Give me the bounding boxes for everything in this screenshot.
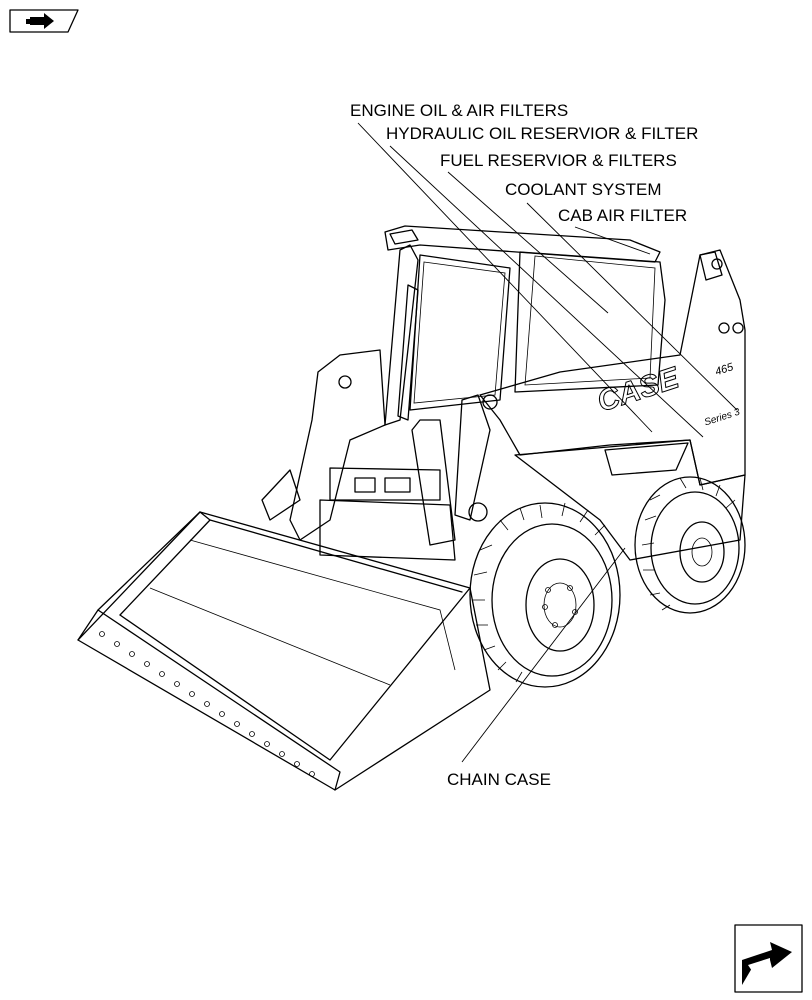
cab-side-mesh bbox=[525, 256, 655, 385]
cutting-edge-bolts bbox=[100, 632, 315, 777]
callout-hydraulic-oil-reservoir: HYDRAULIC OIL RESERVIOR & FILTER bbox=[386, 124, 699, 143]
callout-cab-air-filter: CAB AIR FILTER bbox=[558, 206, 688, 225]
model-decal: 465 bbox=[713, 361, 735, 379]
leader-cab-air bbox=[575, 227, 650, 254]
leader-chain-case bbox=[462, 548, 625, 762]
cab-front-mesh bbox=[414, 262, 505, 403]
rear-wheel bbox=[635, 477, 745, 613]
navigation-tab-icon[interactable] bbox=[10, 10, 78, 32]
callout-engine-oil-air-filters: ENGINE OIL & AIR FILTERS bbox=[350, 101, 569, 120]
next-page-icon[interactable] bbox=[735, 925, 802, 992]
callout-chain-case: CHAIN CASE bbox=[447, 770, 551, 789]
brand-decal: CASE bbox=[593, 361, 683, 419]
callout-fuel-reservoir-filters: FUEL RESERVIOR & FILTERS bbox=[440, 151, 677, 170]
bucket bbox=[78, 512, 490, 790]
front-wheel bbox=[470, 503, 620, 687]
series-decal: Series 3 bbox=[703, 406, 742, 429]
callout-coolant-system: COOLANT SYSTEM bbox=[505, 180, 662, 199]
